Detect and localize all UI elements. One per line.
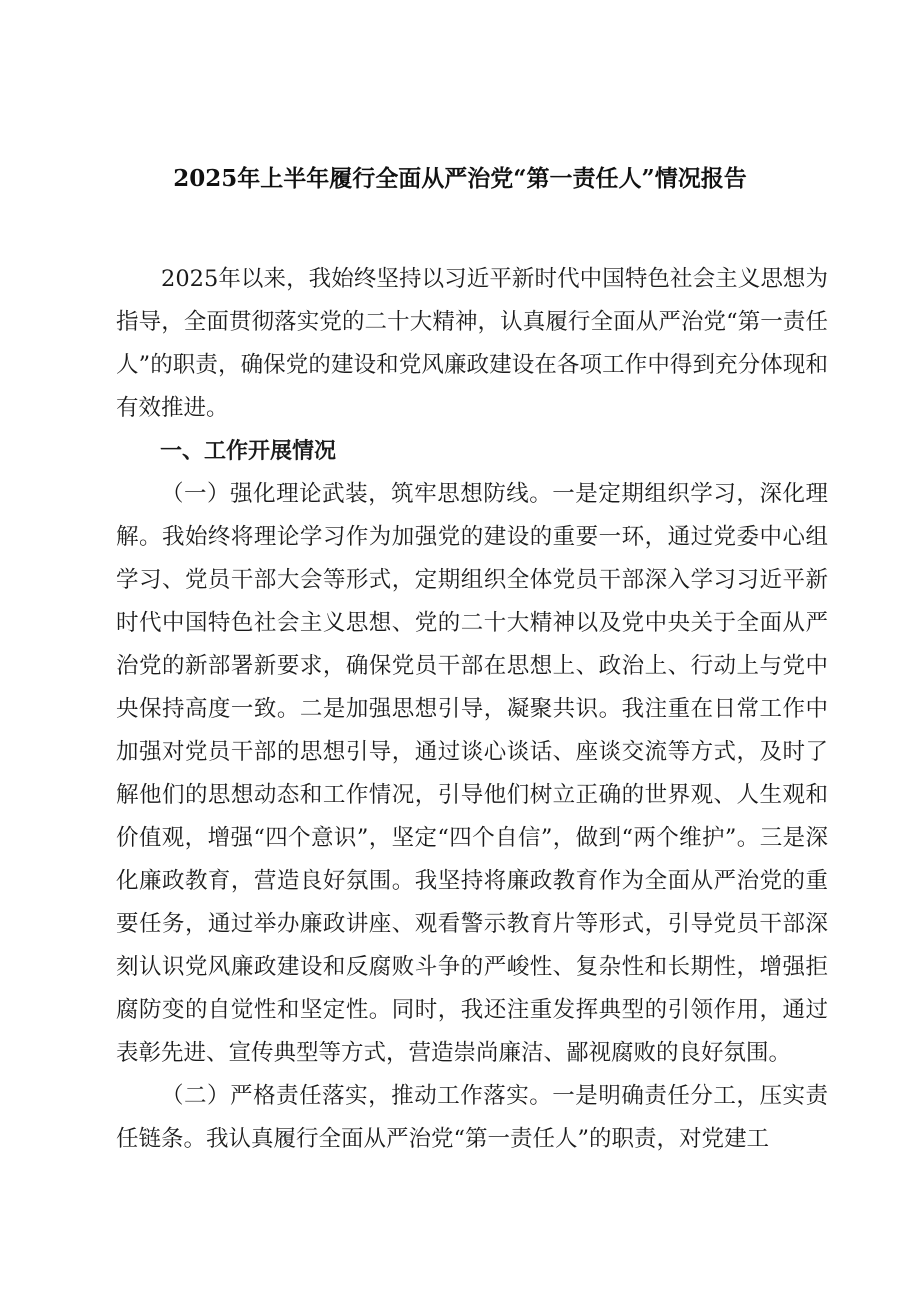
section-paragraph-1: （一）强化理论武装，筑牢思想防线。一是定期组织学习，深化理解。我始终将理论学习作为加强党的建设的重要一环，通过党委中心组学习、党员干部大会等形式，定期组织全体党员干部深入学习习近平新时代中国特色社会主义思想、党的二十大精神以及党中央关于全面从严治党的新部署新要求，确保党员干部在思想上、政治上、行动上与党中央保持高度一致。二是加强思想引导，凝聚共识。我注重在日常工作中加强对党员干部的思想引导，通过谈心谈话、座谈交流等方式，及时了解他们的思想动态和工作情况，引导他们树立正确的世界观、人生观和价值观，增强“四个意识”，坚定“四个自信”，做到“两个维护”。三是深化廉政教育，营造良好氛围。我坚持将廉政教育作为全面从严治党的重要任务，通过举办廉政讲座、观看警示教育片等形式，引导党员干部深刻认识党风廉政建设和反腐败斗争的严峻性、复杂性和长期性，增强拒腐防变的自觉性和坚定性。同时，我还注重发挥典型的引领作用，通过表彰先进、宣传典型等方式，营造崇尚廉洁、鄙视腐败的良好氛围。 [116,481,828,1066]
document-body [116,258,828,1161]
document-title: 2025年上半年履行全面从严治党“第一责任人”情况报告 [173,165,747,192]
section-heading: 一、工作开展情况 [160,439,337,464]
intro-paragraph: 2025年以来，我始终坚持以习近平新时代中国特色社会主义思想为指导，全面贯彻落实党的二十大精神，认真履行全面从严治党“第一责任人”的职责，确保党的建设和党风廉政建设在各项工作中得到充分体现和有效推进。 [116,266,828,421]
section-paragraph-2: （二）严格责任落实，推动工作落实。一是明确责任分工，压实责任链条。我认真履行全面从严治党“第一责任人”的职责，对党建工 [116,1083,828,1152]
